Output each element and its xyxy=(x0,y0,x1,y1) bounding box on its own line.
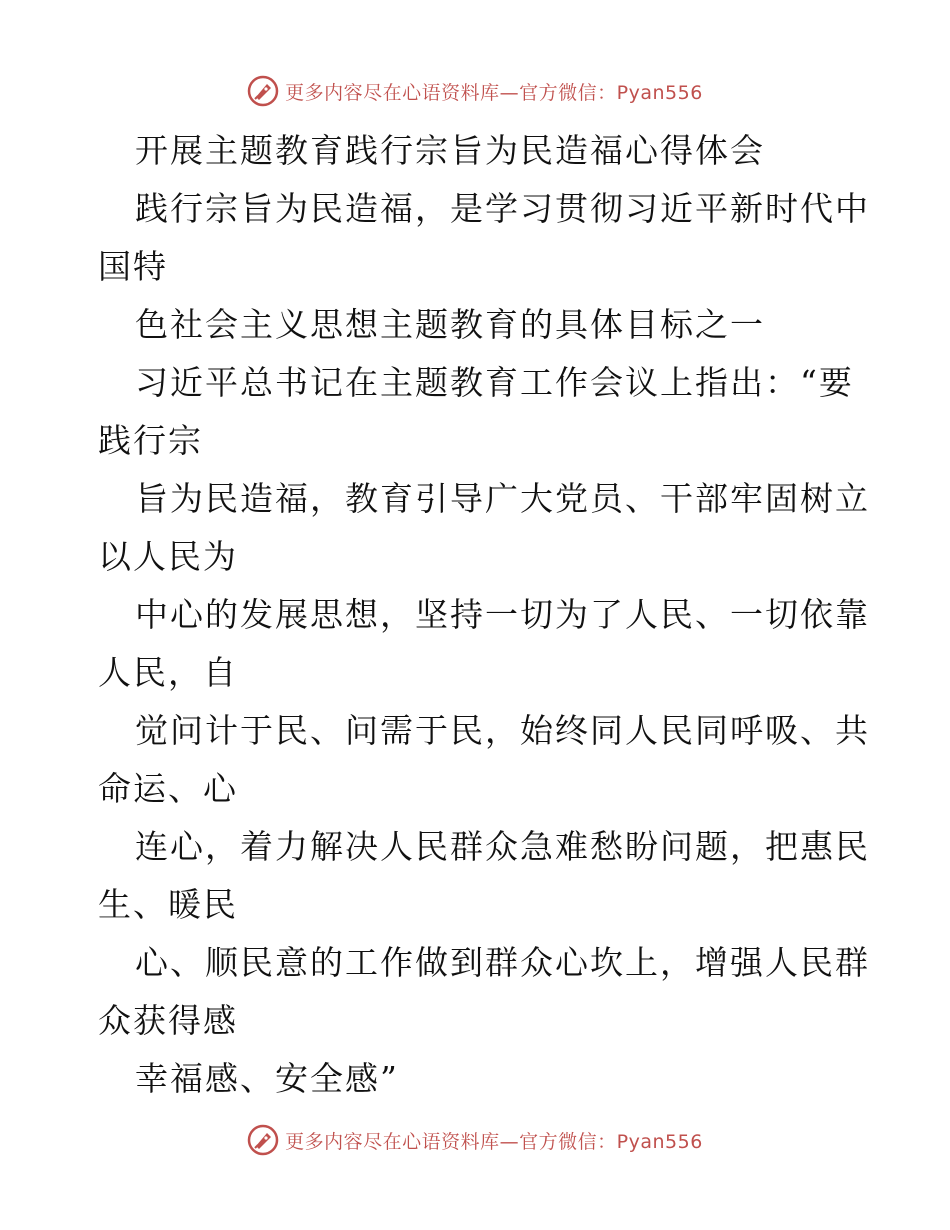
pen-nib-logo-icon xyxy=(247,75,279,107)
watermark-text: 更多内容尽在心语资料库—官方微信：Pyan556 xyxy=(285,1130,703,1153)
paragraph-line: 以人民为 xyxy=(98,537,238,576)
header-watermark xyxy=(0,71,950,111)
paragraph-line: 国特 xyxy=(98,247,168,286)
document-body xyxy=(98,122,870,1108)
paragraph-line: 践行宗旨为民造福，是学习贯彻习近平新时代中 xyxy=(135,189,870,228)
footer-watermark xyxy=(0,1120,950,1160)
paragraph-line: 命运、心 xyxy=(98,769,238,808)
paragraph-line: 人民，自 xyxy=(98,653,238,692)
paragraph-line: 心、顺民意的工作做到群众心坎上，增强人民群 xyxy=(135,943,870,982)
paragraph-line: 连心，着力解决人民群众急难愁盼问题，把惠民 xyxy=(135,827,870,866)
pen-nib-logo-icon xyxy=(247,1124,279,1156)
paragraph-line: 中心的发展思想，坚持一切为了人民、一切依靠 xyxy=(135,595,870,634)
paragraph-line: 旨为民造福，教育引导广大党员、干部牢固树立 xyxy=(135,479,870,518)
watermark-text: 更多内容尽在心语资料库—官方微信：Pyan556 xyxy=(285,81,703,104)
paragraph-line: 幸福感、安全感” xyxy=(135,1059,399,1098)
paragraph-line: 习近平总书记在主题教育工作会议上指出：“要 xyxy=(135,363,854,402)
paragraph-line: 色社会主义思想主题教育的具体目标之一 xyxy=(135,305,765,344)
paragraph-line: 践行宗 xyxy=(98,421,203,460)
paragraph-line: 生、暖民 xyxy=(98,885,238,924)
document-title: 开展主题教育践行宗旨为民造福心得体会 xyxy=(135,131,765,170)
paragraph-line: 觉问计于民、问需于民，始终同人民同呼吸、共 xyxy=(135,711,870,750)
paragraph-line: 众获得感 xyxy=(98,1001,238,1040)
